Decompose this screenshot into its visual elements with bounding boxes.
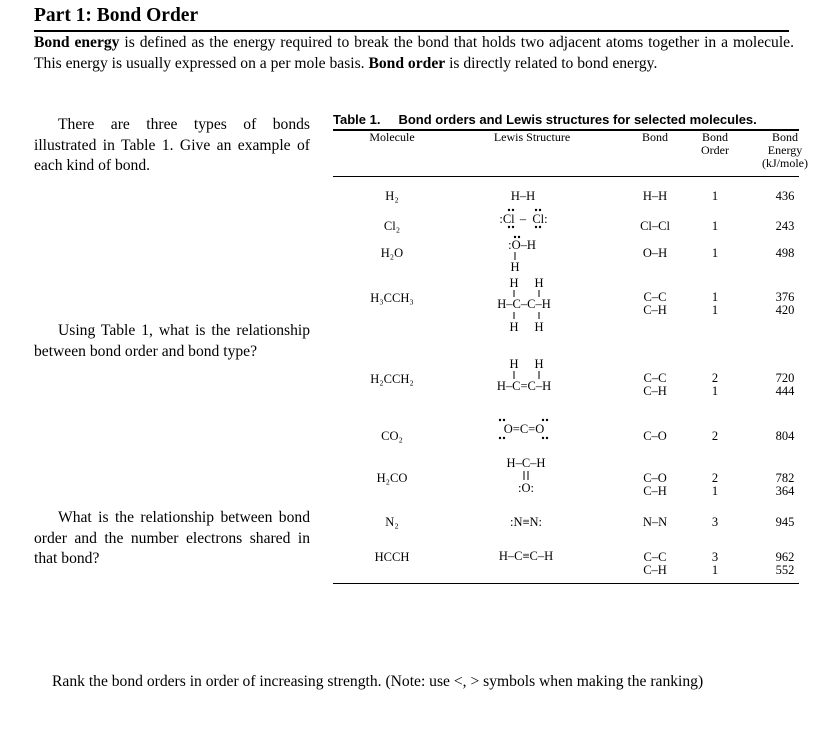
table-caption xyxy=(333,112,757,127)
term-bond-energy: Bond energy xyxy=(34,34,120,51)
svg-text:H–C=C–H: H–C=C–H xyxy=(496,379,552,393)
lewis-cl2 xyxy=(499,209,547,228)
row-h2co-energy xyxy=(752,472,818,498)
row-ethane-bond-ch: C–H xyxy=(643,303,667,317)
header-order-l2: Order xyxy=(701,143,729,157)
row-ethyne-molecule: HCCH xyxy=(374,550,410,564)
row-ethane-bond-cc: C–C xyxy=(643,290,667,304)
lewis-n2 xyxy=(510,515,542,529)
row-ethyne-order-ch: 1 xyxy=(711,563,719,577)
rank-prompt: Rank the bond orders in order of increasing strength. (Note: use <, > symbols when making the ranking) xyxy=(52,673,704,690)
row-h2o-molecule: H₂O xyxy=(380,246,404,260)
svg-text::O:: :O: xyxy=(518,481,534,495)
row-ethene-molecule: H₂CCH₂ xyxy=(370,372,414,386)
svg-text:–: – xyxy=(519,212,527,226)
svg-text::O–H: :O–H xyxy=(508,238,536,252)
lewis-ethyne xyxy=(499,549,553,563)
row-co2-bond: C–O xyxy=(643,429,667,443)
row-ethene-energy-ch: 444 xyxy=(775,384,795,398)
row-n2-molecule: N₂ xyxy=(385,515,399,529)
svg-text:O=C=O: O=C=O xyxy=(503,422,545,436)
row-ethane-energy-cc: 376 xyxy=(775,290,795,304)
row-n2-energy: 945 xyxy=(775,515,795,529)
header-energy-l3: (kJ/mole) xyxy=(762,156,808,170)
row-h2co-energy-co: 782 xyxy=(775,471,795,485)
svg-text:H: H xyxy=(509,276,519,290)
row-co2-energy: 804 xyxy=(775,429,795,443)
row-h2-molecule: H₂ xyxy=(385,189,399,203)
row-h2co-order-ch: 1 xyxy=(711,484,719,498)
row-h2co-bond-co: C–O xyxy=(643,471,667,485)
table-caption-text: Bond orders and Lewis structures for selected molecules. xyxy=(398,112,757,127)
row-n2-bond: N–N xyxy=(642,515,668,529)
row-co2-order: 2 xyxy=(711,429,719,443)
table-header-rule xyxy=(333,176,799,177)
row-ethane-bond xyxy=(630,291,680,317)
svg-text:H: H xyxy=(534,320,544,334)
question-3: What is the relationship between bond order and the number electrons shared in that bond? xyxy=(34,509,310,567)
row-h2o-energy: 498 xyxy=(775,246,795,260)
header-bond: Bond xyxy=(641,130,668,144)
lewis-h2 xyxy=(511,189,535,203)
svg-text:H–H: H–H xyxy=(510,189,536,203)
title-underline xyxy=(34,30,789,32)
row-h2-bond: H–H xyxy=(642,189,668,203)
svg-text:H: H xyxy=(510,260,520,274)
row-ethene-bond-ch: C–H xyxy=(643,384,667,398)
row-ethane-order-cc: 1 xyxy=(711,290,719,304)
svg-text:H–C–H: H–C–H xyxy=(506,456,546,470)
svg-text:H: H xyxy=(509,320,519,334)
row-ethane-order-ch: 1 xyxy=(711,303,719,317)
lewis-co2 xyxy=(499,419,548,439)
row-ethyne-energy-cc: 962 xyxy=(775,550,795,564)
row-ethane-energy xyxy=(752,291,818,317)
svg-text:H: H xyxy=(534,357,544,371)
row-h2co-bond xyxy=(630,472,680,498)
intro-text-2: is directly related to bond energy. xyxy=(445,54,658,72)
header-bond-order xyxy=(693,131,737,157)
page-title: Part 1: Bond Order xyxy=(34,5,199,26)
row-h2co-bond-ch: C–H xyxy=(643,484,667,498)
row-ethane-order xyxy=(693,291,737,317)
svg-text:H–C–C–H: H–C–C–H xyxy=(497,297,551,311)
intro-paragraph xyxy=(34,33,794,74)
svg-text:H–C≡C–H: H–C≡C–H xyxy=(498,549,554,563)
row-cl2-molecule: Cl₂ xyxy=(383,219,401,233)
row-ethene-bond-cc: C–C xyxy=(643,371,667,385)
question-2: Using Table 1, what is the relationship between bond order and bond type? xyxy=(34,322,310,360)
row-cl2-order: 1 xyxy=(711,219,719,233)
row-h2-order: 1 xyxy=(711,189,719,203)
lewis-ethane xyxy=(497,276,550,334)
row-ethene-order xyxy=(693,372,737,398)
row-ethyne-bond-cc: C–C xyxy=(643,550,667,564)
row-h2co-molecule: H₂CO xyxy=(376,471,408,485)
header-energy-l1: Bond xyxy=(771,130,798,144)
header-lewis: Lewis Structure xyxy=(493,130,571,144)
row-ethane-energy-ch: 420 xyxy=(775,303,795,317)
row-ethyne-order xyxy=(693,551,737,577)
table-bottom-rule xyxy=(333,583,799,584)
row-h2o-order: 1 xyxy=(711,246,719,260)
svg-text::Cl: :Cl xyxy=(499,212,515,226)
header-molecule: Molecule xyxy=(369,130,415,144)
table-label: Table 1. xyxy=(333,112,381,127)
row-ethene-order-cc: 2 xyxy=(711,371,719,385)
header-order-l1: Bond xyxy=(701,130,728,144)
row-ethyne-bond xyxy=(630,551,680,577)
lewis-h2o xyxy=(508,236,536,274)
row-co2-molecule: CO₂ xyxy=(381,429,403,443)
svg-text:H: H xyxy=(509,357,519,371)
row-ethyne-bond-ch: C–H xyxy=(643,563,667,577)
row-ethene-energy-cc: 720 xyxy=(775,371,795,385)
row-cl2-bond: Cl–Cl xyxy=(640,219,670,233)
row-h2co-energy-ch: 364 xyxy=(775,484,795,498)
svg-text::N≡N:: :N≡N: xyxy=(509,515,543,529)
row-ethyne-order-cc: 3 xyxy=(711,550,719,564)
row-h2o-bond: O–H xyxy=(642,246,668,260)
row-ethene-energy xyxy=(752,372,818,398)
intro-text-1: is defined as the energy required to break the bond that holds two adjacent atoms together in a molecule. This energy is usually expressed on a per mole basis. xyxy=(34,34,794,72)
row-ethyne-energy-ch: 552 xyxy=(775,563,795,577)
row-ethane-molecule: H₃CCH₃ xyxy=(370,291,414,305)
row-n2-order: 3 xyxy=(711,515,719,529)
lewis-structures-column xyxy=(460,183,600,583)
lewis-ethene xyxy=(497,357,551,393)
row-ethyne-energy xyxy=(752,551,818,577)
row-cl2-energy: 243 xyxy=(775,219,795,233)
term-bond-order: Bond order xyxy=(368,54,446,72)
svg-text:H: H xyxy=(534,276,544,290)
svg-text:Cl:: Cl: xyxy=(532,212,548,226)
row-h2co-order xyxy=(693,472,737,498)
header-energy-l2: Energy xyxy=(767,143,803,157)
question-1: There are three types of bonds illustrated in Table 1. Give an example of each kind of bond. xyxy=(34,116,310,174)
row-h2-energy: 436 xyxy=(775,189,795,203)
row-ethene-order-ch: 1 xyxy=(711,384,719,398)
header-bond-energy xyxy=(752,131,818,170)
lewis-h2co xyxy=(507,456,546,495)
row-h2co-order-co: 2 xyxy=(711,471,719,485)
row-ethene-bond xyxy=(630,372,680,398)
